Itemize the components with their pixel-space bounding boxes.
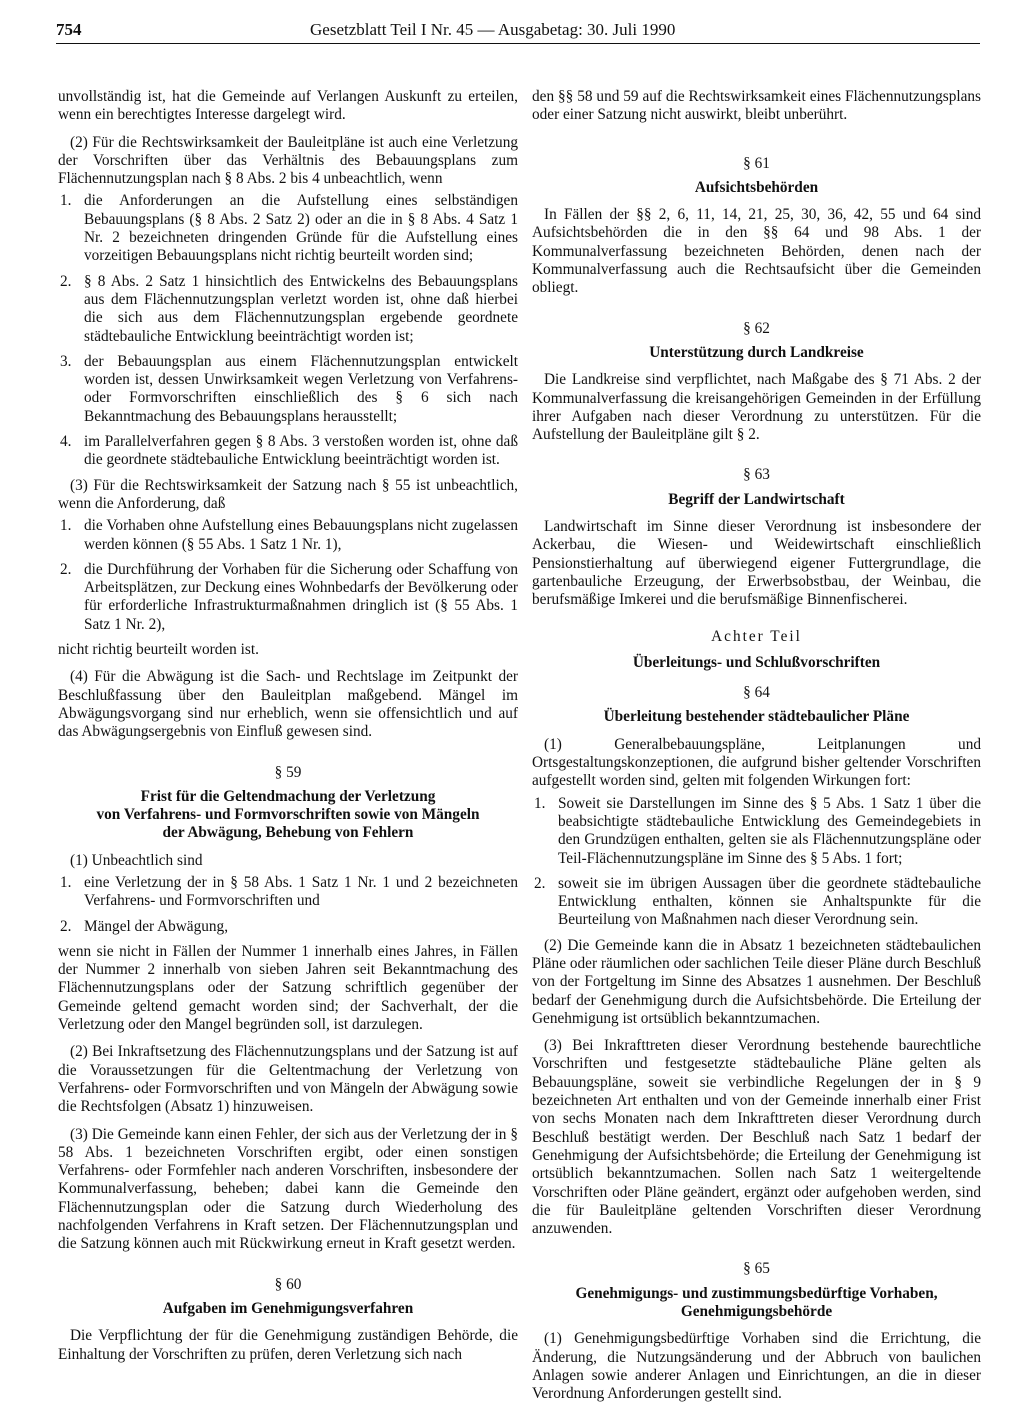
list-text: die Anforderungen an die Aufstellung eines selbständigen Bebauungsplans (§ 8 Abs. 2 Satz 2) oder an die in § 8 Abs. 4 Satz 1 Nr. 2 bezeichneten dringenden Gründe für die Aufstellung eines vorzeitigen Bebauungsplans nicht richtig beurteilt worden sind; <box>84 192 518 265</box>
section-number: § 62 <box>743 319 770 337</box>
list-text: eine Verletzung der in § 58 Abs. 1 Satz 1 Nr. 1 und 2 bezeichneten Verfahrens- und Formvorschriften und <box>84 873 518 910</box>
list-number: 2. <box>534 874 546 892</box>
section-title: der Abwägung, Behebung von Fehlern <box>162 824 414 842</box>
list-item <box>532 875 981 930</box>
left-column <box>58 88 518 1373</box>
list-number: 2. <box>60 560 72 578</box>
list-text: Soweit sie Darstellungen im Sinne des § 5 Abs. 1 Satz 1 über die beabsichtigte städtebauliche Entwicklung des Gemeindegebiets in den Grundzügen enthalten, gelten sie als Flächennutzungspläne oder Teil-Flächennutzungspläne im Sinne des § 5 Abs. 1 fort; <box>558 794 981 867</box>
enumerated-list <box>58 192 518 469</box>
list-item <box>58 561 518 634</box>
paragraph: den §§ 58 und 59 auf die Rechtswirksamkeit eines Flächennutzungsplans oder einer Satzung nicht auswirkt, bleibt unberührt. <box>532 88 981 124</box>
section-title: Aufgaben im Genehmigungsverfahren <box>162 1299 414 1317</box>
list-number: 3. <box>60 352 72 370</box>
list-number: 1. <box>60 873 72 891</box>
paragraph: (2) Für die Rechtswirksamkeit der Bauleitpläne ist auch eine Verletzung der Vorschriften über das Verhältnis des Bebauungsplans zum Flächennutzungsplan nach § 8 Abs. 2 bis 4 unbeachtlich, wenn <box>58 133 518 188</box>
list-number: 2. <box>60 272 72 290</box>
section-title: Aufsichtsbehörden <box>694 178 819 196</box>
enumerated-list <box>58 874 518 936</box>
paragraph: Die Landkreise sind verpflichtet, nach Maßgabe des § 71 Abs. 2 der Kommunalverfassung die kreisangehörigen Gemeinden in der Erfüllung ihrer Aufgaben nach dieser Verordnung zu unterstützen. Für die Aufstellung der Bauleitpläne gilt § 2. <box>532 371 981 444</box>
part-label: Achter Teil <box>711 627 802 645</box>
list-number: 1. <box>60 517 72 535</box>
paragraph: Landwirtschaft im Sinne dieser Verordnung ist insbesondere der Ackerbau, die Wiesen- und Weidewirtschaft einschließlich Pensionstierhaltung auf überwiegend eigener Futtergrundlage, die gartenbauliche Erzeugung, der Erwerbsobstbau, der Weinbau, die berufsmäßige Imkerei und die berufsmäßige Binnenfischerei. <box>532 518 981 609</box>
list-text: der Bebauungsplan aus einem Flächennutzungsplan entwickelt worden ist, dessen Unwirksamkeit wegen Verletzung von Verfahrens- oder Formvorschriften einschließlich des § 6 sich nach Bekanntmachung des Bebauungsplans herausstellt; <box>84 352 518 425</box>
list-number: 1. <box>60 192 72 210</box>
list-text: die Vorhaben ohne Aufstellung eines Bebauungsplans nicht zugelassen werden können (§ 55 Abs. 1 Satz 1 Nr. 1), <box>84 517 518 553</box>
list-item <box>58 273 518 346</box>
paragraph: (1) Genehmigungsbedürftige Vorhaben sind die Errichtung, die Änderung, die Nutzungsänderung und der Abbruch von baulichen Anlagen sowie anderer Anlagen und Einrichtungen, an die in dieser Verordnung Anforderungen gestellt sind. <box>532 1330 981 1403</box>
section-title: Überleitung bestehender städtebaulicher Pläne <box>603 708 910 726</box>
section-title: Begriff der Landwirtschaft <box>668 490 845 508</box>
list-text: soweit sie im übrigen Aussagen über die geordnete städtebauliche Entwicklung enthalten, können sie Anhaltspunkte für die Beurteilung von Maßnahmen nach dieser Verordnung sein. <box>558 874 981 929</box>
paragraph: unvollständig ist, hat die Gemeinde auf Verlangen Auskunft zu erteilen, wenn ein berechtigtes Interesse dargelegt wird. <box>58 88 518 124</box>
paragraph: wenn sie nicht in Fällen der Nummer 1 innerhalb eines Jahres, in Fällen der Nummer 2 innerhalb von sieben Jahren seit Bekanntmachung des Flächennutzungsplans oder der Satzung schriftlich gegenüber der Gemeinde geltend gemacht worden sind; der Sachverhalt, der die Verletzung oder den Mangel begründen soll, ist darzulegen. <box>58 942 518 1034</box>
paragraph: Die Verpflichtung der für die Genehmigung zuständigen Behörde, die Einhaltung der Vorschriften zu prüfen, deren Verletzung sich nach <box>58 1327 518 1363</box>
enumerated-list <box>58 517 518 634</box>
section-title: Frist für die Geltendmachung der Verletzung <box>140 787 436 805</box>
list-item <box>58 353 518 426</box>
part-title: Überleitungs- und Schlußvorschriften <box>632 653 881 671</box>
list-item <box>58 433 518 470</box>
paragraph: (3) Die Gemeinde kann einen Fehler, der sich aus der Verletzung der in § 58 Abs. 1 bezeichneten Vorschriften ergibt, oder einen sonstigen Verfahrens- oder Formfehler nach anderen Vorschriften, insbesondere der Kommunalverfassung, beheben; dabei kann die Gemeinde den Flächennutzungsplan oder die Satzung durch Wiederholung des nachfolgenden Verfahrens in Kraft setzen. Der Flächennutzungsplan und die Satzung können auch mit Rückwirkung erneut in Kraft gesetzt werden. <box>58 1125 518 1253</box>
paragraph: (2) Bei Inkraftsetzung des Flächennutzungsplans und der Satzung ist auf die Voraussetzungen für die Geltentmachung der Verletzung von Verfahrens- oder Formvorschriften und von Mängeln der Abwägung sowie die Rechtsfolgen (Absatz 1) hinzuweisen. <box>58 1043 518 1116</box>
page-number: 754 <box>56 20 82 39</box>
enumerated-list <box>532 795 981 930</box>
section-title: Genehmigungsbehörde <box>680 1303 833 1321</box>
section-number: § 63 <box>743 466 770 484</box>
list-item <box>58 517 518 554</box>
list-item <box>58 192 518 265</box>
section-title: Genehmigungs- und zustimmungsbedürftige Vorhaben, <box>575 1284 938 1302</box>
list-item <box>532 795 981 868</box>
paragraph: nicht richtig beurteilt worden ist. <box>58 641 259 659</box>
section-title: von Verfahrens- und Formvorschriften sowie von Mängeln <box>96 806 480 824</box>
section-title: Unterstützung durch Landkreise <box>649 343 864 361</box>
paragraph: (3) Für die Rechtswirksamkeit der Satzung nach § 55 ist unbeachtlich, wenn die Anforderung, daß <box>58 476 518 512</box>
list-item <box>58 874 518 911</box>
list-number: 1. <box>534 794 546 812</box>
list-text: § 8 Abs. 2 Satz 1 hinsichtlich des Entwickelns des Bebauungsplans aus dem Flächennutzungsplan verletzt worden ist, ohne daß hierbei die sich aus dem Flächennutzungsplan ergebende geordnete städtebauliche Entwicklung beeinträchtigt worden ist; <box>84 272 518 345</box>
section-number: § 64 <box>743 684 770 702</box>
right-column <box>532 88 981 1413</box>
section-number: § 65 <box>743 1260 770 1278</box>
paragraph: (1) Generalbebauungspläne, Leitplanungen und Ortsgestaltungskonzeptionen, die aufgrund bisher geltender Vorschriften aufgestellt worden sind, gelten mit folgenden Wirkungen fort: <box>532 735 981 790</box>
list-number: 2. <box>60 917 72 935</box>
section-number: § 60 <box>274 1275 302 1293</box>
list-text: Mängel der Abwägung, <box>84 917 229 935</box>
header-rule <box>56 43 980 44</box>
list-text: im Parallelverfahren gegen § 8 Abs. 3 verstoßen worden ist, ohne daß die geordnete städtebauliche Entwicklung beeinträchtigt worden ist. <box>84 433 518 469</box>
list-number: 4. <box>60 433 72 451</box>
list-item <box>58 918 518 936</box>
section-number: § 61 <box>743 154 770 172</box>
paragraph: (3) Bei Inkrafttreten dieser Verordnung bestehende baurechtliche Vorschriften und festgesetzte städtebauliche Pläne gelten als Bebauungspläne, soweit sie verbindliche Regelungen der in § 9 bezeichneten Art enthalten und von der Gemeinde innerhalb einer Frist von sechs Monaten nach dem Inkrafttreten dieser Verordnung durch Beschluß bestätigt werden. Der Beschluß nach Satz 1 bedarf der Genehmigung der Aufsichtsbehörde; die Erteilung der Genehmigung ist ortsüblich bekanntzumachen. Sollen nach Satz 1 weitergeltende Vorschriften oder Pläne geändert, ergänzt oder aufgehoben werden, sind die für Bauleitpläne geltenden Vorschriften dieser Verordnung anzuwenden. <box>532 1037 981 1238</box>
paragraph: In Fällen der §§ 2, 6, 11, 14, 21, 25, 30, 36, 42, 55 und 64 sind Aufsichtsbehörden die in den §§ 64 und 98 Abs. 1 der Kommunalverfassung bezeichneten Behörden, denen nach der Kommunalverfassung auch die Rechtsaufsicht über die Gemeinden obliegt. <box>532 206 981 297</box>
running-head: Gesetzblatt Teil I Nr. 45 — Ausgabetag: 30. Juli 1990 <box>310 20 676 39</box>
section-number: § 59 <box>274 763 302 781</box>
list-text: die Durchführung der Vorhaben für die Sicherung oder Schaffung von Arbeitsplätzen, zur Deckung eines Wohnbedarfs der Bevölkerung oder für erforderliche Infrastrukturmaßnahmen dringlich ist (§ 55 Abs. 1 Satz 1 Nr. 2), <box>84 560 518 633</box>
paragraph: (1) Unbeachtlich sind <box>70 851 203 869</box>
paragraph: (4) Für die Abwägung ist die Sach- und Rechtslage im Zeitpunkt der Beschlußfassung über den Bauleitplan maßgebend. Mängel im Abwägungsvorgang sind nur erheblich, wenn sie offensichtlich und auf das Abwägungsergebnis von Einfluß gewesen sind. <box>58 668 518 741</box>
paragraph: (2) Die Gemeinde kann die in Absatz 1 bezeichneten städtebaulichen Pläne oder räumlichen oder sachlichen Teile dieser Pläne durch Beschluß von der Fortgeltung im Sinne des Absatzes 1 ausnehmen. Der Beschluß bedarf der Genehmigung durch die Aufsichtsbehörde. Die Erteilung der Genehmigung ist ortsüblich bekanntzumachen. <box>532 936 981 1027</box>
